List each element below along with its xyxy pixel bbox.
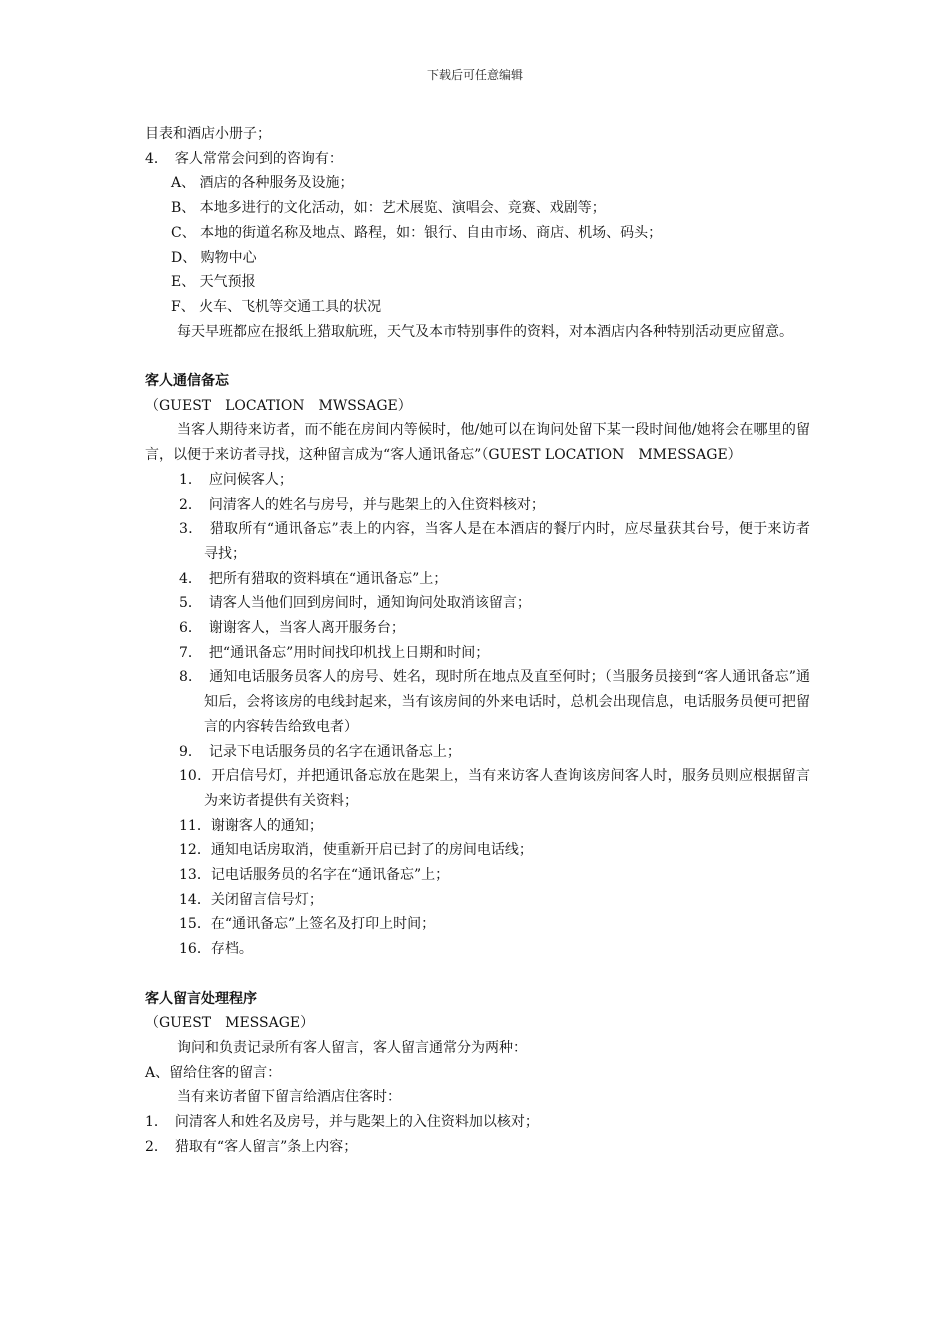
step-6: 6． 谢谢客人，当客人离开服务台； <box>179 620 405 637</box>
step-2: 2． 问清客人的姓名与房号，并与匙架上的入住资料核对； <box>179 496 545 513</box>
page-header-note: 下载后可任意编辑 <box>426 68 523 82</box>
step-7: 7． 把“通讯备忘”用时间找印机找上日期和时间； <box>179 644 490 661</box>
step-11: 11．谢谢客人的通知； <box>179 817 323 834</box>
step-16: 16．存档。 <box>179 941 253 958</box>
step-3: 3． 猎取所有“通讯备忘”表上的内容，当客人是在本酒店的餐厅内时，应尽量获其台号，便于来访者寻找； <box>179 521 810 562</box>
section-title-guest-location: 客人通信备忘 <box>145 373 229 390</box>
sub-item-b: B、 本地多进行的文化活动，如：艺术展览、演唱会、竞赛、戏剧等； <box>171 200 606 217</box>
section-subtitle-guest-location: （GUEST LOCATION MWSSAGE） <box>145 397 412 414</box>
step-8: 8． 通知电话服务员客人的房号、姓名，现时所在地点及直至何时；（当服务员接到“客人通讯备忘”通知后，会将该房的电线封起来，当有该房间的外来电话时，总机会出现信息，电话服务员便可把留言的内容转告给致电者） <box>179 669 810 735</box>
step-10: 10．开启信号灯，并把通讯备忘放在匙架上，当有来访客人查询该房间客人时，服务员则应根据留言为来访者提供有关资料； <box>179 768 810 809</box>
message-step-2: 2． 猎取有“客人留言”条上内容； <box>145 1138 358 1155</box>
step-4: 4． 把所有猎取的资料填在“通讯备忘”上； <box>179 570 448 587</box>
section1-paragraph: 当客人期待来访者，而不能在房间内等候时，他/她可以在询问处留下某一段时间他/她将会在哪里的留言，以便于来访者寻找，这种留言成为“客人通讯备忘”（GUEST LOCATION MMESSAGE） <box>145 422 810 464</box>
section-subtitle-guest-message: （GUEST MESSAGE） <box>145 1015 315 1032</box>
section-title-guest-message: 客人留言处理程序 <box>145 990 257 1007</box>
intro-paragraph: 每天早班都应在报纸上猎取航班，天气及本市特别事件的资料，对本酒店内各种特别活动更应留意。 <box>177 323 793 340</box>
section2-a-line: A、留给住客的留言： <box>145 1064 282 1081</box>
sub-item-e: E、 天气预报 <box>171 274 256 291</box>
section2-a-paragraph: 当有来访者留下留言给酒店住客时： <box>177 1089 401 1106</box>
document-body <box>145 122 810 1160</box>
step-15: 15．在“通讯备忘”上签名及打印上时间； <box>179 916 436 933</box>
message-step-1: 1． 问清客人和姓名及房号，并与匙架上的入住资料加以核对； <box>145 1114 539 1131</box>
continued-line: 目表和酒店小册子； <box>145 126 271 142</box>
step-5: 5． 请客人当他们回到房间时，通知询问处取消该留言； <box>179 595 531 612</box>
sub-item-d: D、 购物中心 <box>171 249 257 266</box>
step-14: 14．关闭留言信号灯； <box>179 891 323 908</box>
list-item-4: 4． 客人常常会问到的咨询有： <box>145 150 343 167</box>
section2-paragraph: 询问和负责记录所有客人留言，客人留言通常分为两种： <box>177 1039 527 1056</box>
step-9: 9． 记录下电话服务员的名字在通讯备忘上； <box>179 743 461 760</box>
step-12: 12．通知电话房取消，使重新开启已封了的房间电话线； <box>179 842 533 859</box>
sub-item-c: C、 本地的街道名称及地点、路程，如：银行、自由市场、商店、机场、码头； <box>171 224 663 241</box>
sub-item-a: A、 酒店的各种服务及设施； <box>171 175 354 192</box>
step-13: 13．记电话服务员的名字在“通讯备忘”上； <box>179 867 450 884</box>
step-1: 1． 应问候客人； <box>179 471 293 488</box>
sub-item-f: F、 火车、飞机等交通工具的状况 <box>171 298 382 315</box>
